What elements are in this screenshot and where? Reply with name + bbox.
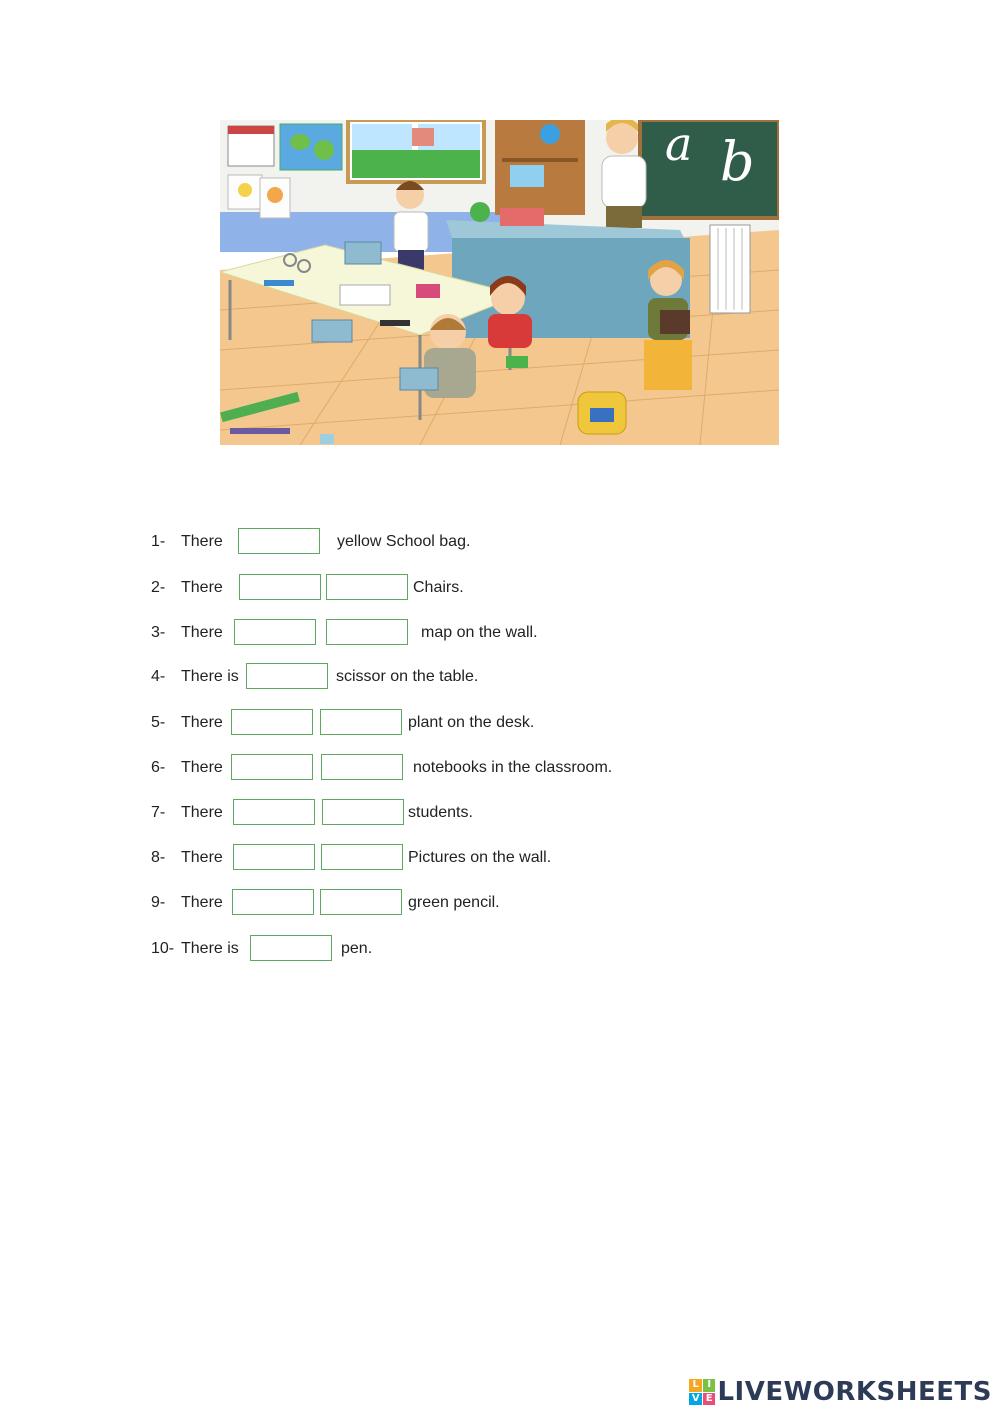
exercise-number: 3- [151, 624, 166, 641]
exercise-number: 7- [151, 804, 166, 821]
answer-box-7b[interactable] [322, 799, 404, 825]
exercise-lead-text: There [181, 714, 223, 731]
exercise-row-7 [151, 799, 751, 827]
answer-box-6a[interactable] [231, 754, 313, 780]
exercise-row-5 [151, 709, 751, 737]
exercise-row-1 [151, 528, 751, 556]
exercise-row-9 [151, 889, 751, 917]
exercise-lead-text: There [181, 533, 223, 550]
logo-letter-v: V [689, 1393, 702, 1406]
exercise-tail-text: Chairs. [413, 579, 464, 596]
exercise-tail-text: green pencil. [408, 894, 500, 911]
exercise-lead-text: There [181, 804, 223, 821]
exercise-number: 4- [151, 668, 166, 685]
logo-letter-e: E [703, 1393, 716, 1406]
exercise-row-8 [151, 844, 751, 872]
exercise-row-10 [151, 935, 751, 963]
answer-box-5a[interactable] [231, 709, 313, 735]
exercise-lead-text: There [181, 894, 223, 911]
classroom-illustration [220, 120, 779, 445]
answer-box-4a[interactable] [246, 663, 328, 689]
exercise-number: 5- [151, 714, 166, 731]
exercise-lead-text: There [181, 579, 223, 596]
exercise-tail-text: map on the wall. [421, 624, 538, 641]
answer-box-6b[interactable] [321, 754, 403, 780]
answer-box-1a[interactable] [238, 528, 320, 554]
liveworksheets-brand [689, 1377, 992, 1407]
liveworksheets-logo-icon [689, 1379, 715, 1405]
exercise-row-4 [151, 663, 751, 691]
svg-text:b: b [720, 130, 755, 193]
exercise-row-6 [151, 754, 751, 782]
exercise-lead-text: There is [181, 940, 239, 957]
answer-box-7a[interactable] [233, 799, 315, 825]
answer-box-3a[interactable] [234, 619, 316, 645]
exercise-number: 2- [151, 579, 166, 596]
exercise-lead-text: There is [181, 668, 239, 685]
exercise-number: 6- [151, 759, 166, 776]
exercise-lead-text: There [181, 849, 223, 866]
exercise-tail-text: plant on the desk. [408, 714, 535, 731]
exercise-lead-text: There [181, 759, 223, 776]
answer-box-9b[interactable] [320, 889, 402, 915]
exercise-number: 9- [151, 894, 166, 911]
exercise-number: 8- [151, 849, 166, 866]
answer-box-2a[interactable] [239, 574, 321, 600]
exercise-number: 10- [151, 940, 175, 957]
exercise-tail-text: Pictures on the wall. [408, 849, 552, 866]
answer-box-3b[interactable] [326, 619, 408, 645]
exercise-tail-text: yellow School bag. [337, 533, 471, 550]
answer-box-9a[interactable] [232, 889, 314, 915]
answer-box-5b[interactable] [320, 709, 402, 735]
exercise-row-2 [151, 574, 751, 602]
exercise-lead-text: There [181, 624, 223, 641]
logo-letter-i: I [703, 1379, 716, 1392]
answer-box-2b[interactable] [326, 574, 408, 600]
exercise-tail-text: students. [408, 804, 473, 821]
exercise-tail-text: notebooks in the classroom. [413, 759, 613, 776]
answer-box-8a[interactable] [233, 844, 315, 870]
answer-box-10a[interactable] [250, 935, 332, 961]
logo-letter-l: L [689, 1379, 702, 1392]
svg-text:a: a [665, 120, 693, 171]
exercise-row-3 [151, 619, 751, 647]
exercise-tail-text: scissor on the table. [336, 668, 479, 685]
brand-name: LIVEWORKSHEETS [717, 1377, 992, 1407]
exercise-tail-text: pen. [341, 940, 373, 957]
answer-box-8b[interactable] [321, 844, 403, 870]
exercise-number: 1- [151, 533, 166, 550]
classroom-scene-icon [220, 120, 779, 445]
